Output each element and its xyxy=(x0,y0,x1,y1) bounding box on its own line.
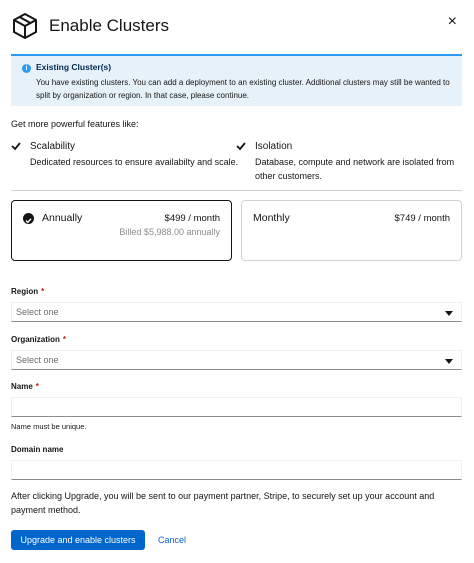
region-placeholder: Select one xyxy=(16,307,59,317)
check-icon xyxy=(236,141,246,151)
cancel-button[interactable]: Cancel xyxy=(158,535,187,545)
feature-title: Isolation xyxy=(255,141,293,152)
check-circle-icon xyxy=(23,213,34,224)
domain-name-label: Domain name xyxy=(11,445,64,454)
region-label: Region * xyxy=(11,287,45,296)
feature-title: Scalability xyxy=(30,141,76,152)
organization-placeholder: Select one xyxy=(16,355,59,365)
divider xyxy=(11,190,462,191)
domain-name-input[interactable] xyxy=(11,460,462,480)
feature-description: Database, compute and network are isolated from other customers. xyxy=(255,157,455,181)
payment-note: After clicking Upgrade, you will be sent to our payment partner, Stripe, to securely set up your account and payment method. xyxy=(11,491,435,515)
name-label: Name * xyxy=(11,382,39,391)
alert-title: Existing Cluster(s) xyxy=(36,62,112,72)
organization-label: Organization * xyxy=(11,335,67,344)
feature-description: Dedicated resources to ensure availabilty and scale. xyxy=(30,157,239,167)
upgrade-button[interactable]: Upgrade and enable clusters xyxy=(11,530,145,550)
close-icon[interactable]: × xyxy=(447,13,457,30)
plan-price: $749 / month xyxy=(394,213,450,224)
plan-card-monthly[interactable] xyxy=(241,200,462,261)
caret-down-icon xyxy=(445,359,453,364)
info-alert xyxy=(11,54,462,106)
plan-name: Annually xyxy=(42,212,83,224)
plan-name: Monthly xyxy=(253,212,290,224)
check-icon xyxy=(11,141,21,151)
region-select[interactable] xyxy=(11,302,462,322)
modal-header xyxy=(11,12,463,42)
info-circle-icon: i xyxy=(22,64,31,73)
name-helper-text: Name must be unique. xyxy=(11,422,87,431)
features-intro: Get more powerful features like: xyxy=(11,119,139,129)
cube-icon xyxy=(11,12,39,40)
plan-price: $499 / month xyxy=(164,213,220,224)
plan-billing-note: Billed $5,988.00 annually xyxy=(119,227,220,237)
organization-select[interactable] xyxy=(11,350,462,370)
alert-body: You have existing clusters. You can add a deployment to an existing cluster. Additional clusters may still be wanted to split by organization or region. In that case, please continue. xyxy=(36,78,450,100)
modal-title: Enable Clusters xyxy=(49,16,170,35)
caret-down-icon xyxy=(445,311,453,316)
name-input[interactable] xyxy=(11,397,462,417)
plan-card-annually[interactable] xyxy=(11,200,232,261)
